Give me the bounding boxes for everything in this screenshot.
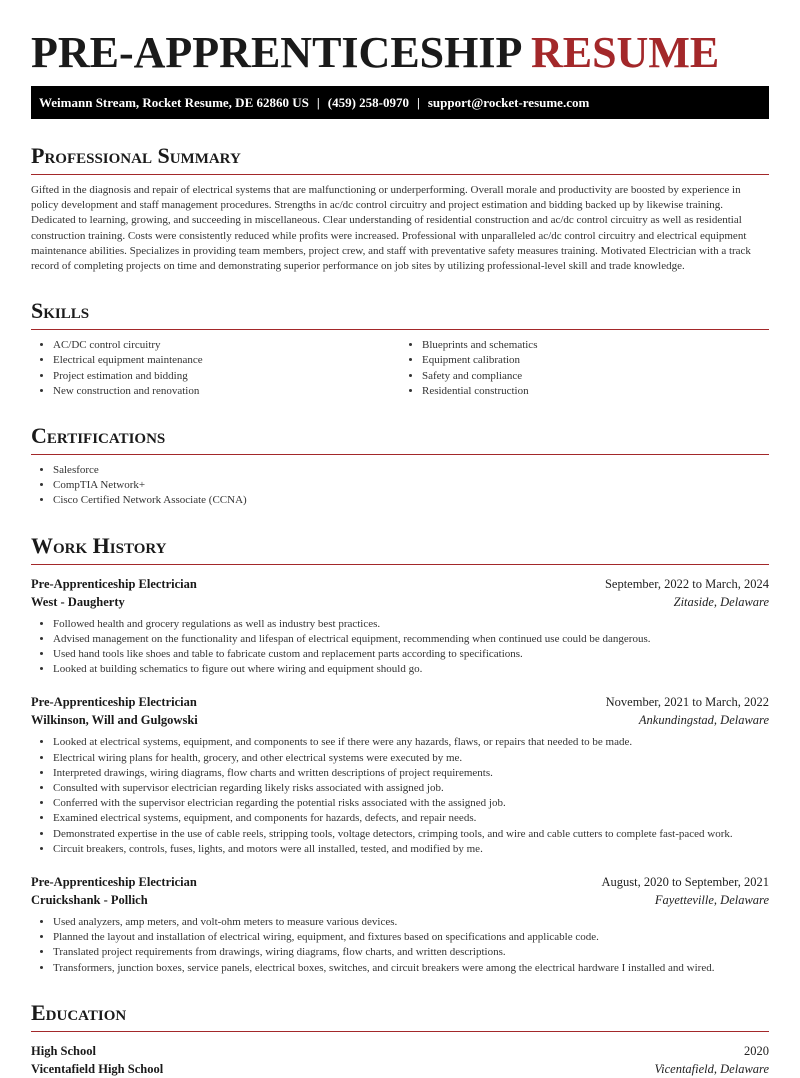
contact-separator: |	[416, 94, 420, 110]
summary-text: Gifted in the diagnosis and repair of electrical systems that are malfunctioning or underperforming. Overall morale and productivity are boosted by experience in policy development and staff management procedures. Strengths in ac/dc control circuitry and project estimation and bidding backed up by likewise training. Dedicated to learning, growing, and succeeding in miscellaneous. Clear understanding of residential construction and ac/dc control circuitry as well as residential construction training. Costs were consistently reduced while profits were increased. Professional with unparalleled ac/dc control circuitry and electrical equipment maintenance abilities. Specializes in providing team members, project crew, and staff with preventative safety measures training. Motivated Electrician with a track record of completing projects on time and demonstrating superior performance on job sites by utilizing professional-level skill and trade knowledge.	[31, 184, 751, 273]
list-item: • Cisco Certified Network Associate (CCNA)	[53, 493, 769, 508]
list-item: • Electrical equipment maintenance	[53, 353, 400, 368]
list-item: • Followed health and grocery regulations as well as industry best practices.	[53, 617, 769, 632]
list-item: • Used analyzers, amp meters, and volt-ohm meters to measure various devices.	[53, 915, 769, 930]
job-bullets	[31, 915, 769, 976]
education-degree: High School	[31, 1043, 96, 1058]
list-item: • Equipment calibration	[422, 353, 769, 368]
list-item: • Residential construction	[422, 384, 769, 399]
job-bullets	[31, 735, 769, 857]
list-item: • Consulted with supervisor electrician regarding likely risks associated with assigned job.	[53, 781, 769, 796]
section-title-skills: Skills	[31, 298, 769, 330]
job-location: Ankundingstad, Delaware	[638, 713, 769, 728]
job-location: Fayetteville, Delaware	[654, 893, 769, 908]
job-title: Pre-Apprenticeship Electrician	[31, 695, 197, 710]
contact-separator: |	[316, 94, 320, 110]
education-location: Vicentafield, Delaware	[654, 1061, 769, 1076]
job-dates: August, 2020 to September, 2021	[601, 875, 769, 890]
list-item: • Advised management on the functionality and lifespan of electrical equipment, recommending when continued use could be dangerous.	[53, 632, 769, 647]
list-item: • Looked at building schematics to figure out where wiring and equipment should go.	[53, 662, 769, 677]
job-bullets	[31, 617, 769, 678]
section-title-certifications: Certifications	[31, 423, 769, 455]
education-year: 2020	[744, 1043, 769, 1058]
contact-bar	[31, 86, 769, 119]
list-item: • CompTIA Network+	[53, 478, 769, 493]
job-location: Zitaside, Delaware	[673, 594, 769, 609]
job-company: West - Daugherty	[31, 594, 125, 609]
list-item: • AC/DC control circuitry	[53, 338, 400, 353]
list-item: • Electrical wiring plans for health, grocery, and other electrical systems were executed by me.	[53, 751, 769, 766]
skills-grid	[31, 330, 769, 399]
list-item: • Blueprints and schematics	[422, 338, 769, 353]
list-item: • Safety and compliance	[422, 369, 769, 384]
job-title: Pre-Apprenticeship Electrician	[31, 576, 197, 591]
list-item: • Looked at electrical systems, equipment, and components to see if there were any hazards, flaws, or repairs that needed to be made.	[53, 735, 769, 750]
title-part-2: RESUME	[530, 28, 720, 77]
job-company: Wilkinson, Will and Gulgowski	[31, 713, 198, 728]
list-item: • Salesforce	[53, 463, 769, 478]
education-entry	[31, 1042, 769, 1078]
list-item: • Demonstrated expertise in the use of cable reels, stripping tools, voltage detectors, crimping tools, and wire and cable cutters to complete fast-paced work.	[53, 827, 769, 842]
section-title-education: Education	[31, 1000, 769, 1032]
list-item: • Transformers, junction boxes, service panels, electrical boxes, switches, and circuit breakers were among the electrical hardware I installed and wired.	[53, 961, 769, 976]
section-title-summary: Professional Summary	[31, 143, 769, 175]
list-item: • Project estimation and bidding	[53, 369, 400, 384]
title-part-1: PRE-APPRENTICESHIP	[31, 28, 520, 77]
list-item: • Conferred with the supervisor electrician regarding the potential risks associated with the assigned job.	[53, 796, 769, 811]
list-item: • New construction and renovation	[53, 384, 400, 399]
job-entry	[31, 693, 769, 857]
list-item: • Examined electrical systems, equipment, and components for hazards, defects, and repair needs.	[53, 811, 769, 826]
skills-list-left	[31, 338, 400, 399]
section-title-work: Work History	[31, 533, 769, 565]
contact-email[interactable]: support@rocket-resume.com	[427, 94, 590, 110]
list-item: • Interpreted drawings, wiring diagrams, flow charts and written descriptions of project requirements.	[53, 766, 769, 781]
job-dates: November, 2021 to March, 2022	[605, 695, 769, 710]
list-item: • Used hand tools like shoes and table to fabricate custom and replacement parts according to specifications.	[53, 647, 769, 662]
list-item: • Circuit breakers, controls, fuses, lights, and motors were all installed, tested, and modified by me.	[53, 842, 769, 857]
contact-address: Weimann Stream, Rocket Resume, DE 62860 US	[39, 94, 309, 110]
job-title: Pre-Apprenticeship Electrician	[31, 875, 197, 890]
resume-title	[31, 28, 769, 78]
job-entry	[31, 575, 769, 678]
job-company: Cruickshank - Pollich	[31, 893, 148, 908]
list-item: • Planned the layout and installation of electrical wiring, equipment, and fixtures based on specifications and applicable code.	[53, 930, 769, 945]
skills-list-right	[400, 338, 769, 399]
job-entry	[31, 873, 769, 976]
education-school: Vicentafield High School	[31, 1061, 164, 1076]
list-item: • Translated project requirements from drawings, wiring diagrams, flow charts, and written descriptions.	[53, 945, 769, 960]
contact-phone: (459) 258-0970	[327, 94, 409, 110]
work-history-list	[31, 575, 769, 976]
certifications-list	[31, 463, 769, 509]
job-dates: September, 2022 to March, 2024	[604, 576, 769, 591]
